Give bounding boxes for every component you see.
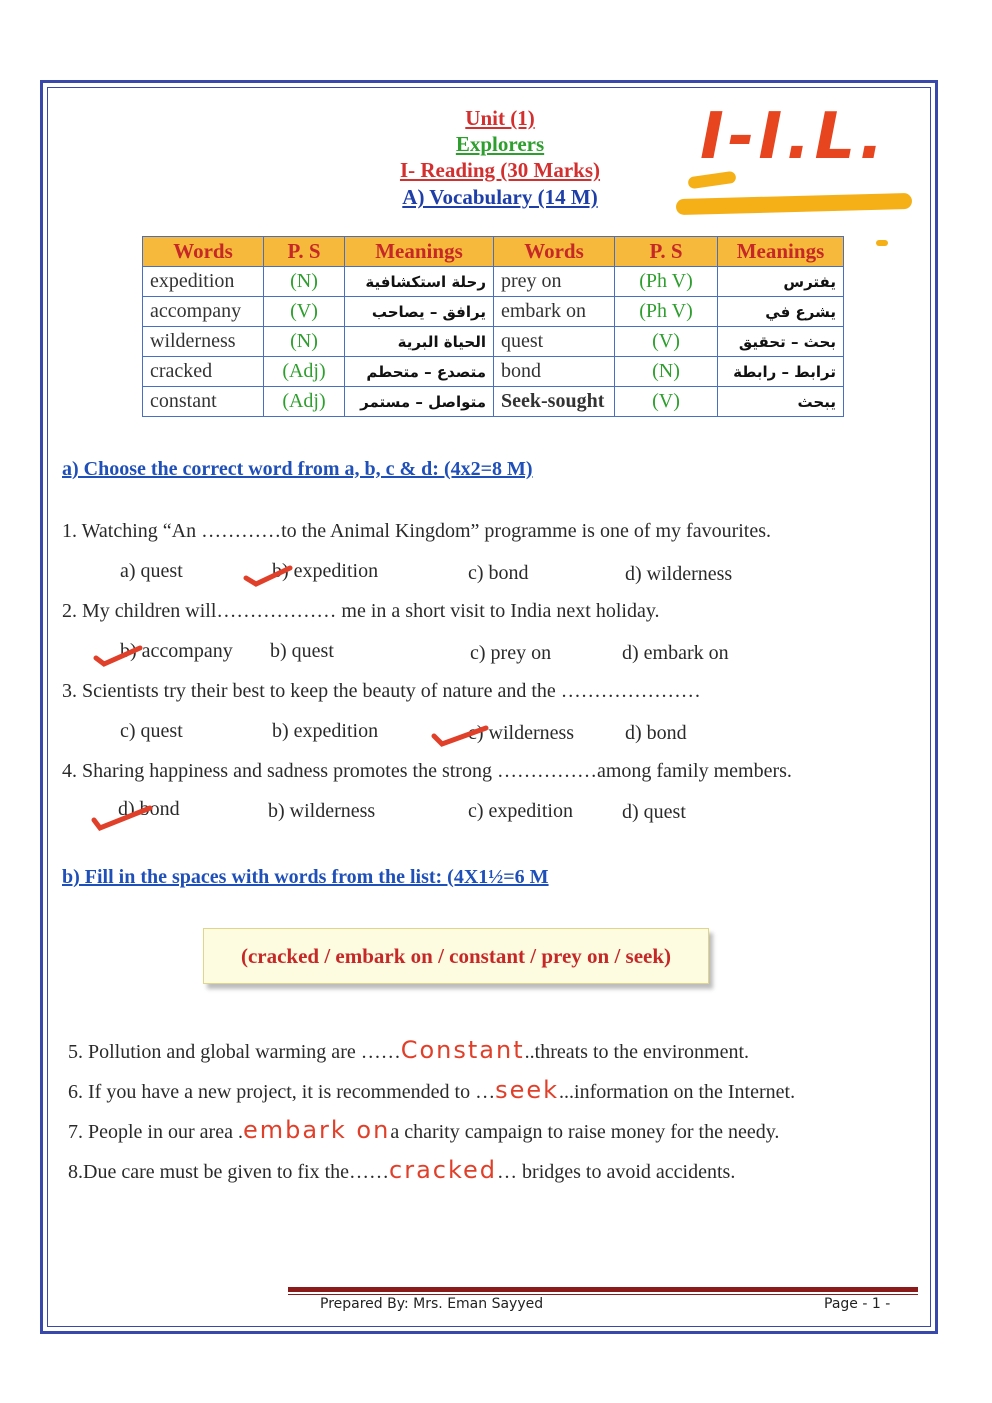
fill-sentence-8: [68, 1156, 735, 1184]
table-cell: (V): [264, 297, 345, 327]
unit-title: Explorers: [455, 132, 545, 156]
option: c) prey on: [470, 642, 552, 664]
option: d) embark on: [622, 642, 729, 664]
column-header: P. S: [264, 237, 345, 267]
highlighter-dot: [876, 240, 888, 246]
option-selected: c) wilderness: [468, 722, 575, 744]
question-4: 4. Sharing happiness and sadness promotes the strong ……………among family members.: [62, 760, 792, 782]
table-cell: بحث – تحقيق: [718, 327, 844, 357]
table-cell: prey on: [494, 267, 615, 297]
footer-author: Prepared By: Mrs. Eman Sayyed: [320, 1296, 544, 1312]
table-cell: quest: [494, 327, 615, 357]
table-cell: يبحث: [718, 387, 844, 417]
handwritten-answer: Constant: [400, 1036, 525, 1064]
sentence-text: 7. People in our area .: [68, 1121, 243, 1143]
table-row: [143, 327, 844, 357]
question-2: 2. My children will……………… me in a short visit to India next holiday.: [62, 600, 660, 622]
table-cell: يشرع في: [718, 297, 844, 327]
table-cell: متواصل – مستمر: [345, 387, 494, 417]
sentence-text: a charity campaign to raise money for the needy.: [390, 1121, 780, 1143]
table-row: [143, 267, 844, 297]
option-selected: b) accompany: [120, 640, 233, 662]
table-cell: expedition: [143, 267, 264, 297]
table-cell: embark on: [494, 297, 615, 327]
table-row: [143, 387, 844, 417]
handwritten-grade-mark: I-I.L.: [700, 100, 888, 174]
vocabulary-heading: A) Vocabulary (14 M): [402, 185, 598, 209]
table-row: [143, 297, 844, 327]
option: d) wilderness: [625, 563, 733, 585]
footer-divider: [288, 1287, 918, 1292]
table-cell: cracked: [143, 357, 264, 387]
table-cell: (Adj): [264, 387, 345, 417]
table-cell: (Ph V): [615, 297, 718, 327]
sentence-text: ..threats to the environment.: [524, 1041, 750, 1063]
reading-heading: I- Reading (30 Marks): [399, 158, 601, 182]
table-cell: الحياة البرية: [345, 327, 494, 357]
table-cell: wilderness: [143, 327, 264, 357]
table-cell: (N): [615, 357, 718, 387]
option-selected: b) expedition: [272, 560, 379, 582]
table-cell: يرافق – يصاحب: [345, 297, 494, 327]
sentence-text: ...information on the Internet.: [559, 1081, 796, 1103]
table-cell: رحلة استكشافية: [345, 267, 494, 297]
column-header: P. S: [615, 237, 718, 267]
table-cell: bond: [494, 357, 615, 387]
option-selected: d) bond: [118, 798, 180, 820]
sentence-text: 6. If you have a new project, it is recommended to …: [68, 1081, 496, 1103]
table-cell: يفترس: [718, 267, 844, 297]
table-cell: (N): [264, 267, 345, 297]
handwritten-answer: seek: [495, 1076, 560, 1104]
table-cell: constant: [143, 387, 264, 417]
page-number: Page - 1 -: [824, 1296, 891, 1312]
handwritten-answer: embark on: [242, 1116, 391, 1144]
table-cell: ترابط – رابطة: [718, 357, 844, 387]
option: d) quest: [622, 801, 686, 823]
word-list-box: [203, 928, 709, 984]
section-a-title: a) Choose the correct word from a, b, c & d: (4x2=8 M): [62, 458, 533, 480]
footer-divider: [288, 1294, 918, 1295]
word-list: (cracked / embark on / constant / prey on / seek): [240, 943, 672, 968]
table-cell: accompany: [143, 297, 264, 327]
table-cell: (V): [615, 387, 718, 417]
option: c) expedition: [468, 800, 573, 822]
question-1: 1. Watching “An …………to the Animal Kingdom” programme is one of my favourites.: [62, 520, 772, 542]
option: b) wilderness: [268, 800, 376, 822]
option: c) quest: [120, 720, 183, 742]
option: b) expedition: [272, 720, 379, 742]
handwritten-answer: cracked: [389, 1156, 498, 1184]
question-3: 3. Scientists try their best to keep the beauty of nature and the …………………: [62, 680, 701, 702]
table-cell: (N): [264, 327, 345, 357]
fill-sentence-6: [68, 1076, 795, 1104]
unit-heading: Unit (1): [465, 106, 535, 130]
table-cell: (Adj): [264, 357, 345, 387]
table-cell: (Ph V): [615, 267, 718, 297]
fill-sentence-7: [68, 1116, 779, 1144]
section-b-title: b) Fill in the spaces with words from the list: (4X1½=6 M: [62, 866, 549, 888]
table-header-row: [143, 237, 844, 267]
table-cell: (V): [615, 327, 718, 357]
option: c) bond: [468, 562, 529, 584]
column-header: Meanings: [718, 237, 844, 267]
sentence-text: 5. Pollution and global warming are ……: [68, 1041, 401, 1063]
option: b) quest: [270, 640, 334, 662]
table-cell: Seek-sought: [494, 387, 615, 417]
sentence-text: … bridges to avoid accidents.: [497, 1161, 736, 1183]
option: d) bond: [625, 722, 687, 744]
option: a) quest: [120, 560, 183, 582]
sentence-text: 8.Due care must be given to fix the……: [68, 1161, 390, 1183]
table-row: [143, 357, 844, 387]
fill-sentence-5: [68, 1036, 749, 1064]
table-cell: متصدع – متحطم: [345, 357, 494, 387]
vocabulary-table: [142, 236, 844, 417]
column-header: Meanings: [345, 237, 494, 267]
column-header: Words: [143, 237, 264, 267]
column-header: Words: [494, 237, 615, 267]
